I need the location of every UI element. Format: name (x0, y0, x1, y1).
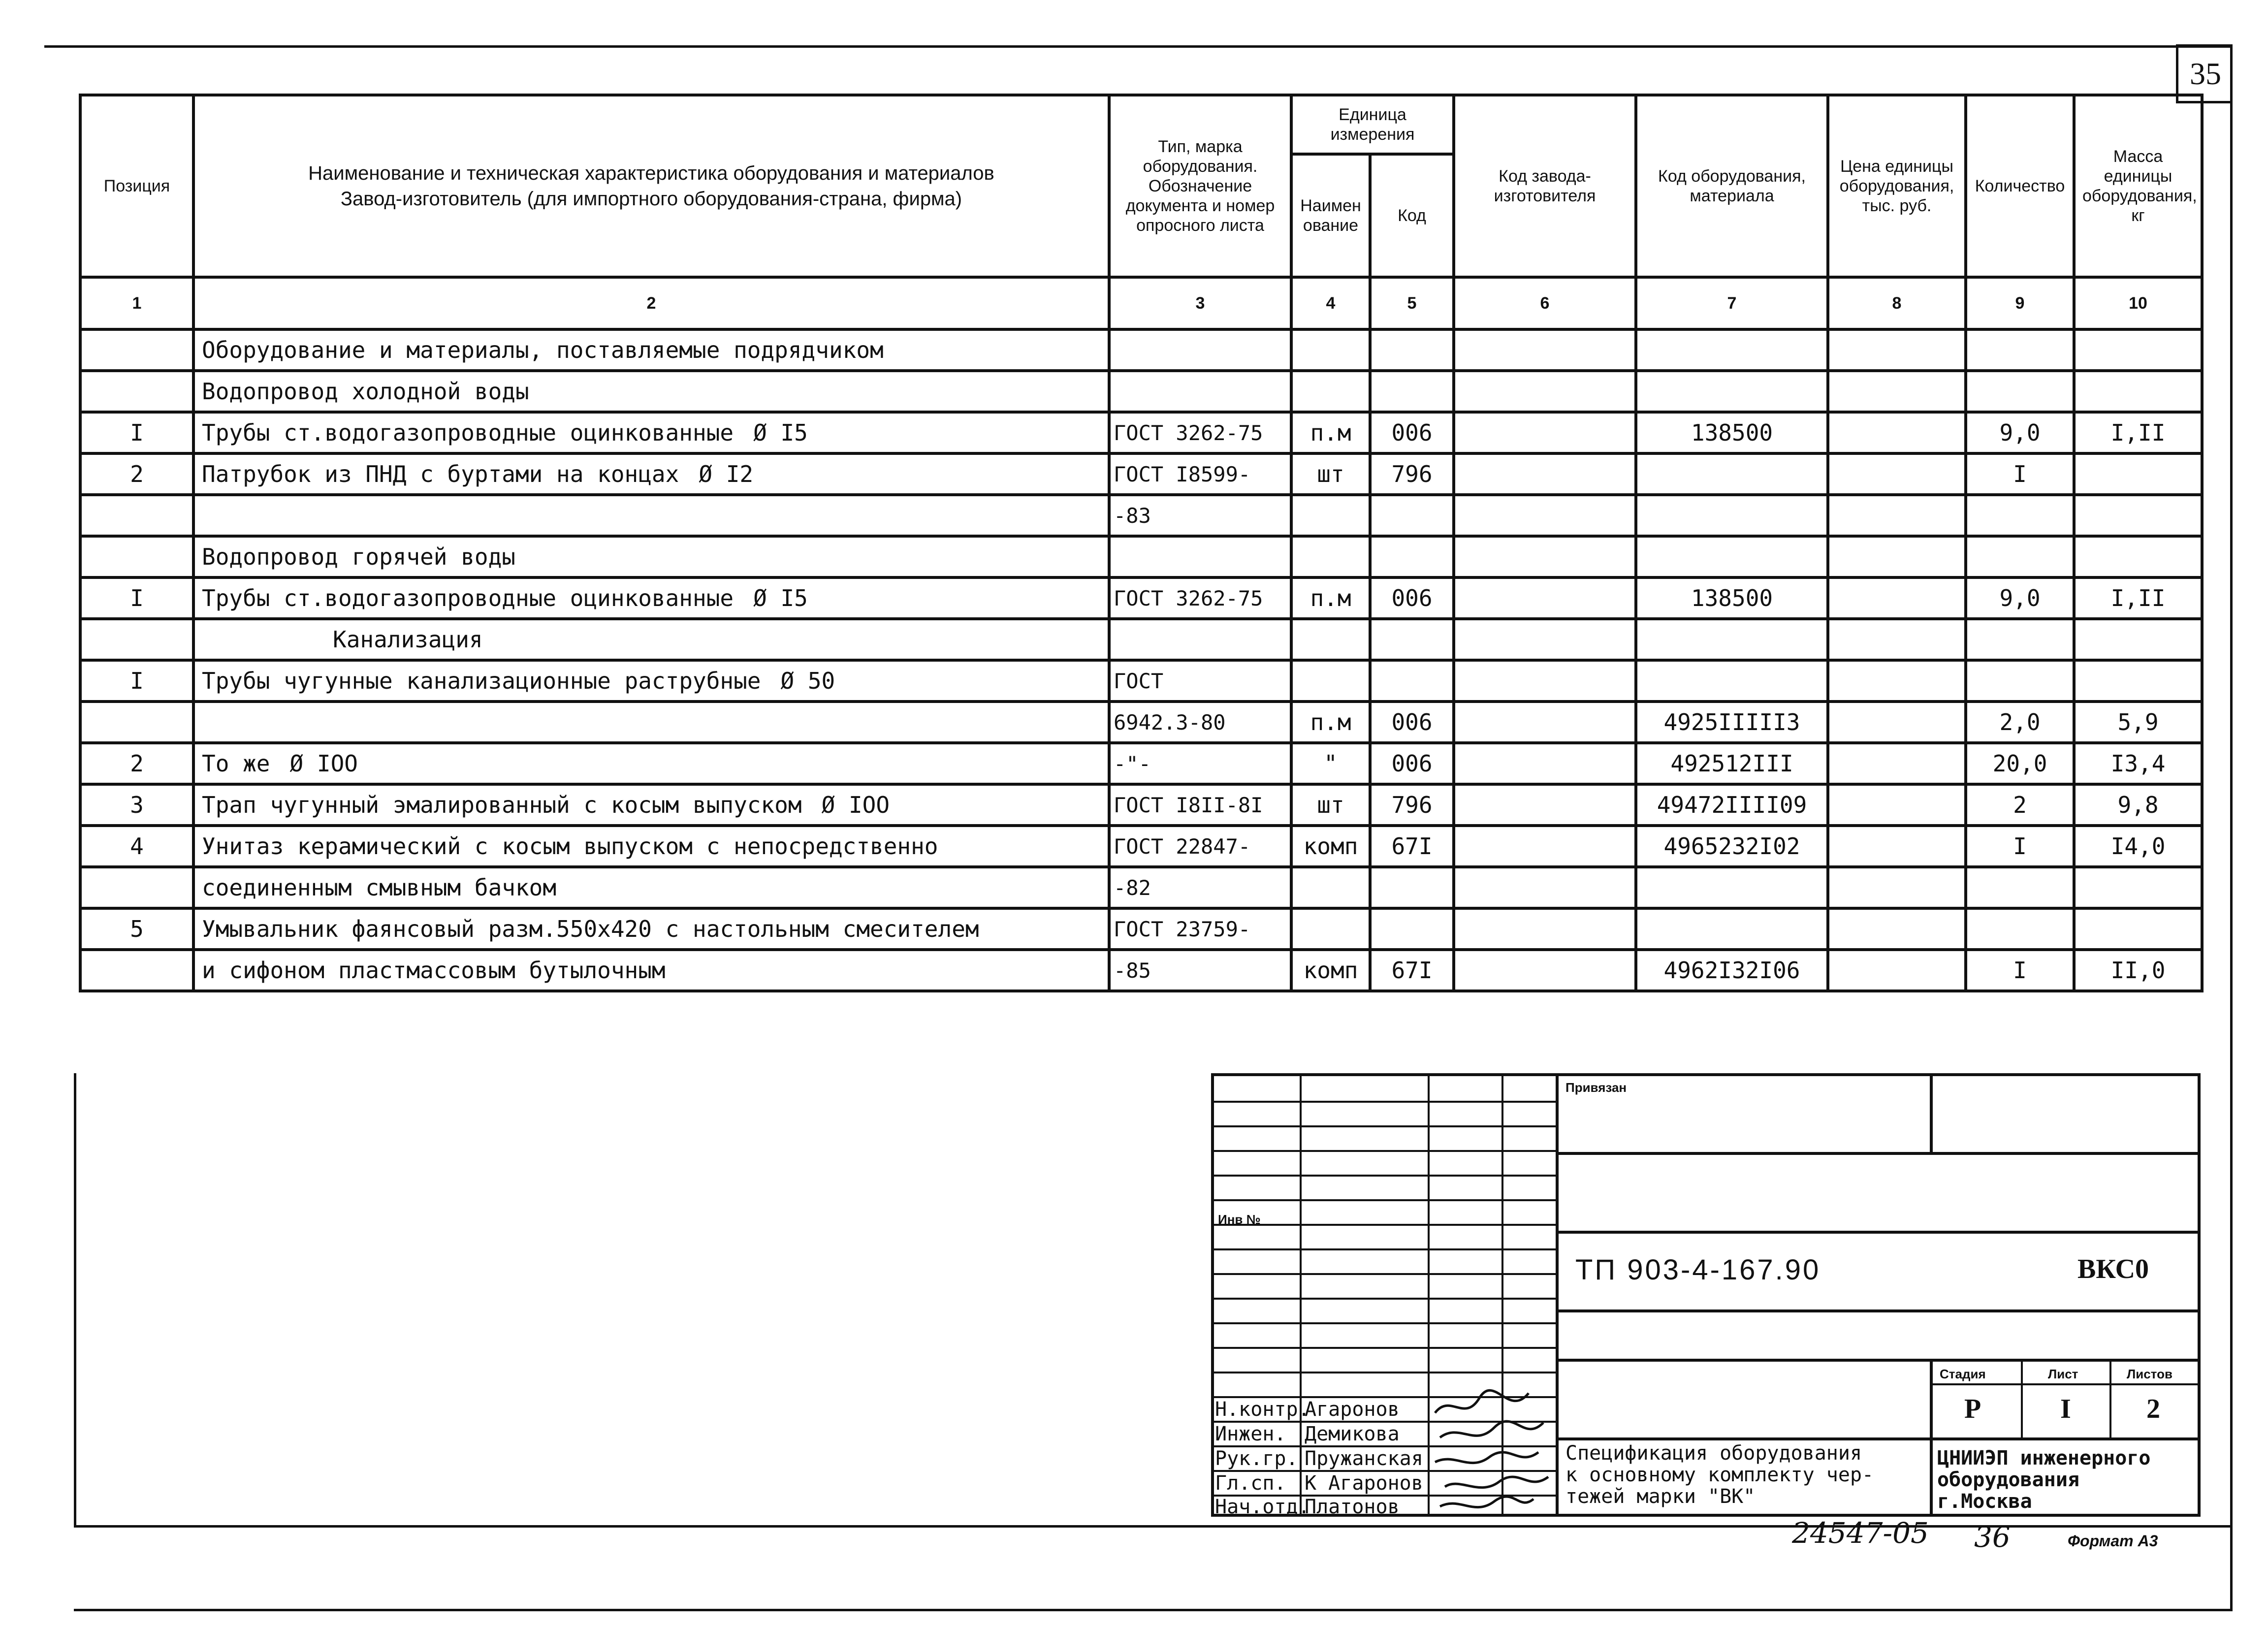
cell-type: ГОСТ I8599- (1109, 453, 1291, 495)
document-brand: ВКС0 (2077, 1254, 2149, 1284)
cell-price (1828, 950, 1966, 991)
cell-material-code: 138500 (1636, 577, 1828, 619)
cell-material-code (1636, 536, 1828, 577)
cell-mass: I,II (2074, 577, 2202, 619)
cell-factory (1454, 950, 1636, 991)
column-number-6: 6 (1454, 277, 1636, 329)
signer-role-5: Нач.отд. (1215, 1496, 1310, 1518)
item-diameter: Ø IOO (289, 750, 358, 777)
organization-line2: оборудования (1937, 1468, 2079, 1491)
cell-qty (1966, 371, 2074, 412)
cell-type: ГОСТ 3262-75 (1109, 412, 1291, 453)
sheet-label: Лист (2048, 1367, 2078, 1381)
cell-material-code (1636, 660, 1828, 702)
cell-qty (1966, 867, 2074, 908)
cell-mass (2074, 660, 2202, 702)
left-frame-line (74, 1073, 76, 1526)
cell-factory (1454, 743, 1636, 784)
cell-pos: I (80, 412, 193, 453)
description-line1: Спецификация оборудования (1565, 1442, 1862, 1465)
signer-name-1: Агаронов (1305, 1398, 1400, 1421)
sheets-label: Листов (2127, 1367, 2172, 1381)
cell-code: 006 (1370, 743, 1454, 784)
cell-type (1109, 329, 1291, 371)
organization-line3: г.Москва (1937, 1490, 2032, 1513)
cell-unit: п.м (1291, 577, 1370, 619)
cell-code: 006 (1370, 412, 1454, 453)
cell-unit: комп (1291, 950, 1370, 991)
table-row (80, 784, 2202, 826)
cell-price (1828, 826, 1966, 867)
signer-role-2: Инжен. (1215, 1423, 1286, 1445)
cell-qty (1966, 495, 2074, 536)
top-frame-line (44, 45, 2230, 48)
cell-type: -83 (1109, 495, 1291, 536)
cell-factory (1454, 784, 1636, 826)
header-material-code: Код оборудования, материала (1636, 95, 1828, 277)
table-row (80, 743, 2202, 784)
item-diameter: Ø I5 (753, 585, 808, 611)
column-number-row (80, 277, 2202, 329)
header-price: Цена единицы оборудования, тыс. руб. (1828, 95, 1966, 277)
cell-code (1370, 867, 1454, 908)
cell-code: 796 (1370, 784, 1454, 826)
signer-name-3: Пружанская (1305, 1447, 1423, 1470)
cell-code (1370, 329, 1454, 371)
cell-type: ГОСТ I8II-8I (1109, 784, 1291, 826)
table-row (80, 453, 2202, 495)
cell-code: 67I (1370, 950, 1454, 991)
header-name (193, 95, 1109, 277)
cell-price (1828, 619, 1966, 660)
cell-price (1828, 495, 1966, 536)
cell-type (1109, 619, 1291, 660)
cell-mass: 5,9 (2074, 702, 2202, 743)
table-row (80, 702, 2202, 743)
signer-name-2: Демикова (1305, 1423, 1400, 1445)
cell-price (1828, 743, 1966, 784)
cell-unit: комп (1291, 826, 1370, 867)
cell-material-code (1636, 908, 1828, 950)
stage-value: Р (1964, 1394, 1981, 1424)
header-name-line2: Завод-изготовитель (для импортного оборудования-страна, фирма) (340, 188, 962, 210)
signer-role-4: Гл.сп. (1215, 1472, 1286, 1495)
cell-name (193, 329, 1109, 371)
cell-code: 006 (1370, 702, 1454, 743)
cell-material-code (1636, 329, 1828, 371)
cell-qty (1966, 908, 2074, 950)
item-diameter: Ø I2 (699, 461, 754, 487)
cell-unit (1291, 536, 1370, 577)
item-name: Трубы ст.водогазопроводные оцинкованные (202, 585, 734, 611)
table-row (80, 371, 2202, 412)
cell-price (1828, 536, 1966, 577)
cell-qty: 2,0 (1966, 702, 2074, 743)
cell-name (193, 784, 1109, 826)
document-code: ТП 903-4-167.90 (1575, 1254, 1821, 1286)
cell-qty (1966, 619, 2074, 660)
signatures-drawing (1430, 1383, 1553, 1516)
cell-factory (1454, 908, 1636, 950)
cell-code (1370, 619, 1454, 660)
cell-mass (2074, 908, 2202, 950)
cell-mass: 9,8 (2074, 784, 2202, 826)
cell-pos: 2 (80, 453, 193, 495)
column-number-10: 10 (2074, 277, 2202, 329)
cell-pos (80, 329, 193, 371)
cell-type: 6942.3-80 (1109, 702, 1291, 743)
bottom-outer-line (74, 1609, 2233, 1611)
specification-table (79, 94, 2204, 992)
cell-code: 006 (1370, 577, 1454, 619)
right-frame-line (2230, 45, 2233, 1611)
cell-unit (1291, 660, 1370, 702)
cell-code (1370, 536, 1454, 577)
sheet-value: I (2060, 1394, 2071, 1424)
cell-factory (1454, 826, 1636, 867)
cell-material-code (1636, 619, 1828, 660)
cell-type (1109, 371, 1291, 412)
cell-pos (80, 371, 193, 412)
page-number: 35 (2176, 44, 2233, 103)
cell-mass (2074, 495, 2202, 536)
title-block (1211, 1073, 2201, 1516)
cell-pos (80, 536, 193, 577)
cell-type (1109, 536, 1291, 577)
cell-price (1828, 702, 1966, 743)
cell-mass (2074, 371, 2202, 412)
item-diameter: Ø 50 (780, 668, 835, 694)
column-number-9: 9 (1966, 277, 2074, 329)
table-row (80, 867, 2202, 908)
header-unit-name: Наименование (1291, 154, 1370, 277)
signer-role-3: Рук.гр. (1215, 1447, 1298, 1470)
item-diameter: Ø IOO (821, 792, 890, 818)
item-name: Трап чугунный эмалированный с косым выпуском (202, 792, 802, 818)
cell-price (1828, 660, 1966, 702)
cell-qty: 9,0 (1966, 412, 2074, 453)
cell-qty: 20,0 (1966, 743, 2074, 784)
cell-name (193, 577, 1109, 619)
cell-code (1370, 660, 1454, 702)
item-name: и сифоном пластмассовым бутылочным (202, 957, 666, 984)
header-position: Позиция (80, 95, 193, 277)
item-name: Канализация (333, 626, 483, 653)
cell-pos (80, 619, 193, 660)
stage-label: Стадия (1940, 1367, 1986, 1381)
cell-pos: 4 (80, 826, 193, 867)
inventory-number-label: Инв № (1218, 1212, 1261, 1227)
column-number-2: 2 (193, 277, 1109, 329)
cell-factory (1454, 867, 1636, 908)
cell-material-code (1636, 371, 1828, 412)
cell-unit: шт (1291, 784, 1370, 826)
description-line2: к основному комплекту чер- (1565, 1464, 1874, 1486)
cell-mass (2074, 329, 2202, 371)
table-row (80, 412, 2202, 453)
cell-factory (1454, 577, 1636, 619)
cell-price (1828, 784, 1966, 826)
table-row (80, 826, 2202, 867)
item-name: Унитаз керамический с косым выпуском с непосредственно (202, 833, 938, 860)
cell-price (1828, 577, 1966, 619)
signer-name-4: К Агаронов (1305, 1472, 1423, 1495)
cell-factory (1454, 619, 1636, 660)
cell-price (1828, 453, 1966, 495)
cell-code: 67I (1370, 826, 1454, 867)
header-factory-code: Код завода-изготовителя (1454, 95, 1636, 277)
cell-name (193, 826, 1109, 867)
cell-pos: 5 (80, 908, 193, 950)
cell-material-code (1636, 867, 1828, 908)
cell-price (1828, 867, 1966, 908)
item-name: Умывальник фаянсовый разм.550х420 с настольным смесителем (202, 916, 979, 942)
item-name: Оборудование и материалы, поставляемые подрядчиком (202, 337, 884, 363)
cell-factory (1454, 536, 1636, 577)
cell-mass (2074, 536, 2202, 577)
item-diameter: Ø I5 (753, 419, 808, 446)
cell-unit: " (1291, 743, 1370, 784)
cell-type: ГОСТ (1109, 660, 1291, 702)
cell-price (1828, 371, 1966, 412)
cell-material-code: 138500 (1636, 412, 1828, 453)
cell-material-code (1636, 453, 1828, 495)
cell-name (193, 495, 1109, 536)
cell-unit: п.м (1291, 702, 1370, 743)
cell-mass: II,0 (2074, 950, 2202, 991)
organization-line1: ЦНИИЭП инженерного (1937, 1447, 2151, 1469)
item-name: Водопровод холодной воды (202, 378, 529, 405)
cell-mass (2074, 619, 2202, 660)
header-unit-code: Код (1370, 154, 1454, 277)
cell-unit (1291, 371, 1370, 412)
archive-number: 24547-05 (1792, 1516, 1929, 1550)
cell-material-code: 4925IIIII3 (1636, 702, 1828, 743)
cell-type: -82 (1109, 867, 1291, 908)
cell-pos: I (80, 577, 193, 619)
cell-unit (1291, 619, 1370, 660)
cell-name (193, 702, 1109, 743)
cell-price (1828, 329, 1966, 371)
cell-type: -"- (1109, 743, 1291, 784)
cell-mass: I3,4 (2074, 743, 2202, 784)
cell-factory (1454, 371, 1636, 412)
cell-qty: I (1966, 453, 2074, 495)
cell-code (1370, 495, 1454, 536)
header-quantity: Количество (1966, 95, 2074, 277)
cell-unit (1291, 867, 1370, 908)
cell-unit: п.м (1291, 412, 1370, 453)
item-name: соединенным смывным бачком (202, 874, 557, 901)
cell-mass: I4,0 (2074, 826, 2202, 867)
cell-price (1828, 412, 1966, 453)
cell-type: ГОСТ 22847- (1109, 826, 1291, 867)
cell-code: 796 (1370, 453, 1454, 495)
cell-mass (2074, 453, 2202, 495)
cell-material-code: 49472IIII09 (1636, 784, 1828, 826)
cell-mass: I,II (2074, 412, 2202, 453)
cell-name (193, 412, 1109, 453)
sheets-value: 2 (2146, 1394, 2160, 1424)
cell-pos (80, 867, 193, 908)
header-mass: Масса единицы оборудования, кг (2074, 95, 2202, 277)
cell-pos: I (80, 660, 193, 702)
cell-factory (1454, 453, 1636, 495)
item-name: Водопровод горячей воды (202, 543, 515, 570)
cell-name (193, 371, 1109, 412)
signer-name-5: Платонов (1305, 1496, 1400, 1518)
cell-name (193, 867, 1109, 908)
table-row (80, 950, 2202, 991)
cell-pos (80, 702, 193, 743)
header-name-line1: Наименование и техническая характеристика оборудования и материалов (308, 162, 994, 184)
cell-type: ГОСТ 23759- (1109, 908, 1291, 950)
cell-name (193, 743, 1109, 784)
cell-code (1370, 371, 1454, 412)
item-name: То же (202, 750, 270, 777)
cell-unit (1291, 495, 1370, 536)
cell-name (193, 536, 1109, 577)
cell-name (193, 908, 1109, 950)
table-row (80, 619, 2202, 660)
cell-type: ГОСТ 3262-75 (1109, 577, 1291, 619)
cell-name (193, 453, 1109, 495)
column-number-1: 1 (80, 277, 193, 329)
footer-page-number: 36 (1974, 1520, 2011, 1554)
item-name: Трубы чугунные канализационные раструбные (202, 668, 761, 694)
privyazan-label: Привязан (1565, 1080, 1627, 1095)
cell-qty: 9,0 (1966, 577, 2074, 619)
cell-material-code (1636, 495, 1828, 536)
cell-qty: I (1966, 950, 2074, 991)
cell-name (193, 619, 1109, 660)
column-number-5: 5 (1370, 277, 1454, 329)
cell-name (193, 950, 1109, 991)
cell-qty (1966, 660, 2074, 702)
cell-name (193, 660, 1109, 702)
cell-unit (1291, 329, 1370, 371)
cell-pos (80, 950, 193, 991)
cell-price (1828, 908, 1966, 950)
cell-type: -85 (1109, 950, 1291, 991)
header-unit-group: Единица измерения (1291, 95, 1454, 154)
cell-qty (1966, 329, 2074, 371)
table-row (80, 908, 2202, 950)
item-name: Патрубок из ПНД с буртами на концах (202, 461, 679, 487)
cell-pos: 2 (80, 743, 193, 784)
column-number-8: 8 (1828, 277, 1966, 329)
cell-material-code: 4965232I02 (1636, 826, 1828, 867)
cell-factory (1454, 702, 1636, 743)
column-number-7: 7 (1636, 277, 1828, 329)
cell-qty: 2 (1966, 784, 2074, 826)
cell-material-code: 4962I32I06 (1636, 950, 1828, 991)
column-number-4: 4 (1291, 277, 1370, 329)
description-line3: тежей марки "ВК" (1565, 1485, 1756, 1508)
cell-pos (80, 495, 193, 536)
cell-material-code: 492512III (1636, 743, 1828, 784)
cell-factory (1454, 660, 1636, 702)
cell-code (1370, 908, 1454, 950)
cell-pos: 3 (80, 784, 193, 826)
table-row (80, 495, 2202, 536)
item-name: Трубы ст.водогазопроводные оцинкованные (202, 419, 734, 446)
cell-factory (1454, 329, 1636, 371)
format-label: Формат А3 (2068, 1532, 2158, 1550)
table-row (80, 329, 2202, 371)
cell-qty: I (1966, 826, 2074, 867)
cell-factory (1454, 412, 1636, 453)
cell-unit (1291, 908, 1370, 950)
header-type: Тип, марка оборудования. Обозначение документа и номер опросного листа (1109, 95, 1291, 277)
table-row (80, 577, 2202, 619)
cell-mass (2074, 867, 2202, 908)
cell-qty (1966, 536, 2074, 577)
column-number-3: 3 (1109, 277, 1291, 329)
cell-factory (1454, 495, 1636, 536)
cell-unit: шт (1291, 453, 1370, 495)
table-row (80, 660, 2202, 702)
table-row (80, 536, 2202, 577)
signer-role-1: Н.контр. (1215, 1398, 1310, 1421)
